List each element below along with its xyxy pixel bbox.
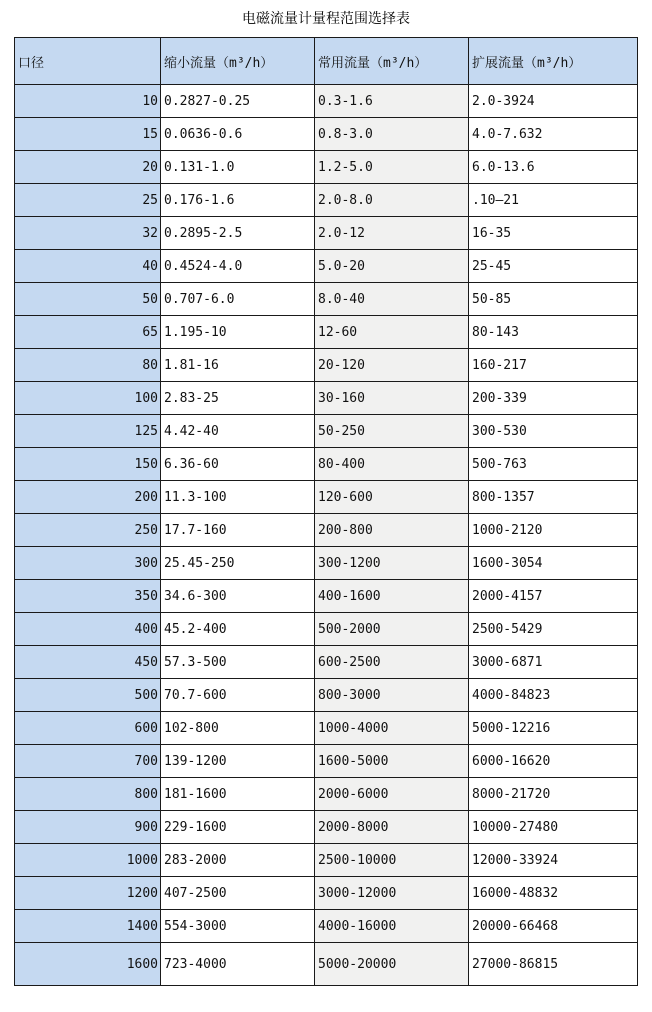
extended-flow-cell: 200-339 [469,382,638,415]
common-flow-cell: 2000-6000 [315,778,469,811]
reduced-flow-cell: 554-3000 [161,910,315,943]
extended-flow-cell: 10000-27480 [469,811,638,844]
table-row [15,778,638,811]
common-flow-cell: 0.3-1.6 [315,85,469,118]
common-flow-cell: 30-160 [315,382,469,415]
reduced-flow-cell: 229-1600 [161,811,315,844]
common-flow-cell: 200-800 [315,514,469,547]
extended-flow-cell: 1000-2120 [469,514,638,547]
table-header [15,38,638,85]
flow-range-table [14,37,638,986]
table-row [15,250,638,283]
common-flow-cell: 2000-8000 [315,811,469,844]
extended-flow-cell: 500-763 [469,448,638,481]
common-flow-cell: 120-600 [315,481,469,514]
extended-flow-cell: 4000-84823 [469,679,638,712]
common-flow-cell: 400-1600 [315,580,469,613]
reduced-flow-cell: 1.195-10 [161,316,315,349]
diameter-cell: 450 [15,646,161,679]
common-flow-cell: 50-250 [315,415,469,448]
reduced-flow-cell: 181-1600 [161,778,315,811]
extended-flow-cell: 1600-3054 [469,547,638,580]
table-row [15,745,638,778]
extended-flow-cell: 2500-5429 [469,613,638,646]
table-row [15,679,638,712]
common-flow-cell: 2500-10000 [315,844,469,877]
reduced-flow-cell: 0.4524-4.0 [161,250,315,283]
reduced-flow-cell: 11.3-100 [161,481,315,514]
header-row [15,38,638,85]
diameter-cell: 50 [15,283,161,316]
table-row [15,646,638,679]
diameter-cell: 1600 [15,943,161,986]
table-row [15,316,638,349]
extended-flow-cell: 25-45 [469,250,638,283]
extended-flow-cell: 3000-6871 [469,646,638,679]
extended-flow-cell: 50-85 [469,283,638,316]
diameter-cell: 15 [15,118,161,151]
reduced-flow-cell: 407-2500 [161,877,315,910]
extended-flow-cell: 4.0-7.632 [469,118,638,151]
reduced-flow-cell: 0.707-6.0 [161,283,315,316]
common-flow-cell: 1000-4000 [315,712,469,745]
diameter-cell: 32 [15,217,161,250]
table-row [15,415,638,448]
table-row [15,349,638,382]
reduced-flow-cell: 0.2895-2.5 [161,217,315,250]
common-flow-cell: 500-2000 [315,613,469,646]
extended-flow-cell: 6000-16620 [469,745,638,778]
extended-flow-cell: 160-217 [469,349,638,382]
table-row [15,151,638,184]
diameter-cell: 1200 [15,877,161,910]
column-header-common-flow: 常用流量（m³/h） [315,38,469,85]
extended-flow-cell: 27000-86815 [469,943,638,986]
common-flow-cell: 2.0-12 [315,217,469,250]
diameter-cell: 300 [15,547,161,580]
table-row [15,514,638,547]
diameter-cell: 600 [15,712,161,745]
extended-flow-cell: .10—21 [469,184,638,217]
extended-flow-cell: 16000-48832 [469,877,638,910]
diameter-cell: 40 [15,250,161,283]
extended-flow-cell: 300-530 [469,415,638,448]
reduced-flow-cell: 45.2-400 [161,613,315,646]
reduced-flow-cell: 0.131-1.0 [161,151,315,184]
table-row [15,910,638,943]
extended-flow-cell: 80-143 [469,316,638,349]
extended-flow-cell: 5000-12216 [469,712,638,745]
common-flow-cell: 1600-5000 [315,745,469,778]
diameter-cell: 350 [15,580,161,613]
reduced-flow-cell: 0.176-1.6 [161,184,315,217]
common-flow-cell: 20-120 [315,349,469,382]
reduced-flow-cell: 139-1200 [161,745,315,778]
extended-flow-cell: 2.0-3924 [469,85,638,118]
table-row [15,877,638,910]
reduced-flow-cell: 57.3-500 [161,646,315,679]
common-flow-cell: 0.8-3.0 [315,118,469,151]
table-row [15,580,638,613]
common-flow-cell: 8.0-40 [315,283,469,316]
table-row [15,217,638,250]
diameter-cell: 65 [15,316,161,349]
diameter-cell: 10 [15,85,161,118]
column-header-reduced-flow: 缩小流量（m³/h） [161,38,315,85]
table-row [15,382,638,415]
table-row [15,85,638,118]
extended-flow-cell: 6.0-13.6 [469,151,638,184]
common-flow-cell: 5000-20000 [315,943,469,986]
common-flow-cell: 300-1200 [315,547,469,580]
reduced-flow-cell: 0.2827-0.25 [161,85,315,118]
common-flow-cell: 1.2-5.0 [315,151,469,184]
extended-flow-cell: 12000-33924 [469,844,638,877]
table-row [15,481,638,514]
diameter-cell: 150 [15,448,161,481]
diameter-cell: 200 [15,481,161,514]
reduced-flow-cell: 1.81-16 [161,349,315,382]
diameter-cell: 25 [15,184,161,217]
reduced-flow-cell: 4.42-40 [161,415,315,448]
common-flow-cell: 5.0-20 [315,250,469,283]
table-row [15,844,638,877]
extended-flow-cell: 800-1357 [469,481,638,514]
reduced-flow-cell: 102-800 [161,712,315,745]
reduced-flow-cell: 283-2000 [161,844,315,877]
column-header-extended-flow: 扩展流量（m³/h） [469,38,638,85]
table-row [15,118,638,151]
diameter-cell: 500 [15,679,161,712]
table-row [15,811,638,844]
reduced-flow-cell: 70.7-600 [161,679,315,712]
diameter-cell: 1000 [15,844,161,877]
common-flow-cell: 800-3000 [315,679,469,712]
diameter-cell: 250 [15,514,161,547]
extended-flow-cell: 8000-21720 [469,778,638,811]
common-flow-cell: 80-400 [315,448,469,481]
page-title: 电磁流量计量程范围选择表 [242,11,410,27]
extended-flow-cell: 16-35 [469,217,638,250]
table-row [15,448,638,481]
reduced-flow-cell: 0.0636-0.6 [161,118,315,151]
table-body [15,85,638,986]
table-row [15,943,638,986]
table-row [15,613,638,646]
diameter-cell: 20 [15,151,161,184]
reduced-flow-cell: 34.6-300 [161,580,315,613]
diameter-cell: 700 [15,745,161,778]
reduced-flow-cell: 17.7-160 [161,514,315,547]
extended-flow-cell: 20000-66468 [469,910,638,943]
common-flow-cell: 3000-12000 [315,877,469,910]
table-row [15,184,638,217]
diameter-cell: 80 [15,349,161,382]
diameter-cell: 1400 [15,910,161,943]
diameter-cell: 400 [15,613,161,646]
reduced-flow-cell: 723-4000 [161,943,315,986]
table-row [15,547,638,580]
diameter-cell: 100 [15,382,161,415]
common-flow-cell: 600-2500 [315,646,469,679]
diameter-cell: 800 [15,778,161,811]
reduced-flow-cell: 25.45-250 [161,547,315,580]
table-row [15,283,638,316]
diameter-cell: 125 [15,415,161,448]
column-header-diameter: 口径 [15,38,161,85]
reduced-flow-cell: 2.83-25 [161,382,315,415]
common-flow-cell: 2.0-8.0 [315,184,469,217]
diameter-cell: 900 [15,811,161,844]
extended-flow-cell: 2000-4157 [469,580,638,613]
table-row [15,712,638,745]
reduced-flow-cell: 6.36-60 [161,448,315,481]
common-flow-cell: 4000-16000 [315,910,469,943]
common-flow-cell: 12-60 [315,316,469,349]
